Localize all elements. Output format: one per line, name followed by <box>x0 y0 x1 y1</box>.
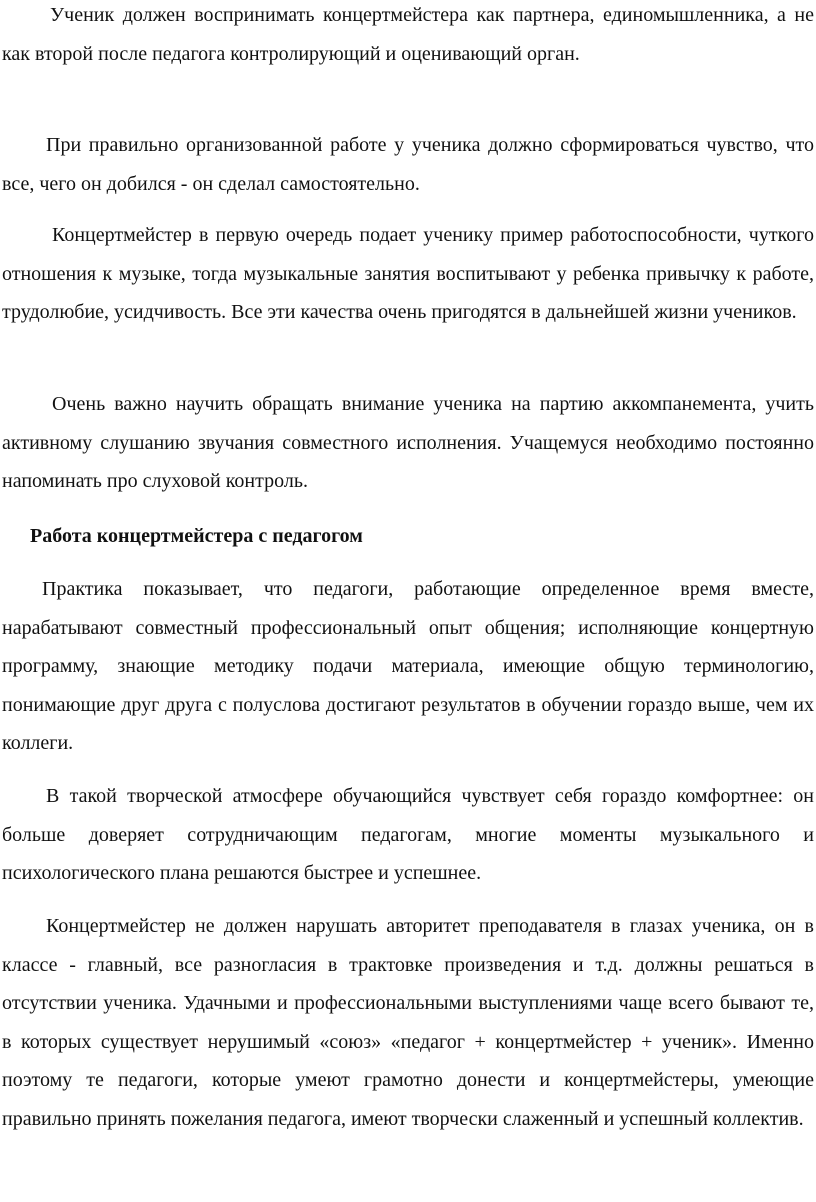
paragraph: Ученик должен воспринимать концертмейстера как партнера, единомышленника, а не как второй после педагога контролирующий и оценивающий орган. <box>2 4 814 65</box>
paragraph: Практика показывает, что педагоги, работающие определенное время вместе, нарабатывают совместный профессиональный опыт общения; исполняющие концертную программу, знающие методику подачи материала, имеющие общую терминологию, понимающие друг друга с полуслова достигают результатов в обучении гораздо выше, чем их коллеги. <box>2 578 814 754</box>
paragraph: Очень важно научить обращать внимание ученика на партию аккомпанемента, учить активному слушанию звучания совместного исполнения. Учащемуся необходимо постоянно напоминать про слуховой контроль. <box>2 393 814 492</box>
paragraph: Концертмейстер в первую очередь подает ученику пример работоспособности, чуткого отношения к музыке, тогда музыкальные занятия воспитывают у ребенка привычку к работе, трудолюбие, усидчивость. Все эти качества очень пригодятся в дальнейшей жизни учеников. <box>2 224 814 323</box>
section-heading: Работа концертмейстера с педагогом <box>30 525 363 547</box>
paragraph: При правильно организованной работе у ученика должно сформироваться чувство, что все, чего он добился - он сделал самостоятельно. <box>2 134 814 195</box>
paragraph: Концертмейстер не должен нарушать авторитет преподавателя в глазах ученика, он в классе - главный, все разногласия в трактовке произведения и т.д. должны решаться в отсутствии ученика. Удачными и профессиональными выступлениями чаще всего бывают те, в которых существует нерушимый «союз» «педагог + концертмейстер + ученик». Именно поэтому те педагоги, которые умеют грамотно донести и концертмейстеры, умеющие правильно принять пожелания педагога, имеют творчески слаженный и успешный коллектив. <box>2 915 814 1130</box>
paragraph: В такой творческой атмосфере обучающийся чувствует себя гораздо комфортнее: он больше доверяет сотрудничающим педагогам, многие моменты музыкального и психологического плана решаются быстрее и успешнее. <box>2 785 814 884</box>
